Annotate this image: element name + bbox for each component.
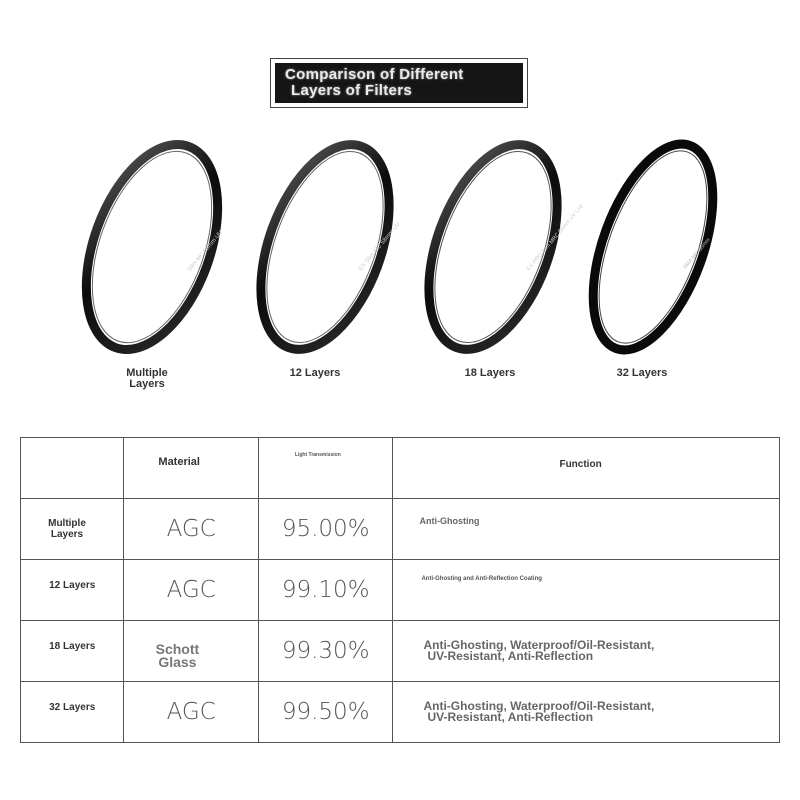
transmission-value: 95.00% (281, 516, 370, 542)
title-banner-inner (275, 63, 523, 103)
transmission-value: 99.50% (281, 699, 370, 725)
function-cell (393, 499, 780, 560)
header-cell-empty (21, 438, 124, 499)
header-cell-function (393, 438, 780, 499)
header-cell-material (124, 438, 259, 499)
title-line-2: Layers of Filters (291, 82, 412, 99)
row-label: 12 Layers (49, 579, 96, 591)
material-cell (124, 682, 259, 743)
filter-label-32-layers: 32 Layers (616, 367, 668, 379)
row-label-cell (21, 682, 124, 743)
table-header-row (21, 438, 780, 499)
function-cell (393, 621, 780, 682)
transmission-value: 99.30% (281, 638, 370, 664)
filter-label-12-layers: 12 Layers (289, 367, 341, 379)
title-banner (270, 58, 528, 108)
function-value: Anti-Ghosting (419, 516, 480, 526)
table-row (21, 682, 780, 743)
function-line-2: UV-Resistant, Anti-Reflection (427, 710, 594, 724)
function-value (423, 701, 654, 723)
row-label: 18 Layers (49, 640, 96, 652)
filter-ring-engraving: SMA MC 58mm (682, 237, 712, 271)
row-label-cell (21, 621, 124, 682)
material-cell (124, 560, 259, 621)
material-value: AGC (166, 699, 216, 725)
filter-label-multiple-layers: Multiple Layers (126, 367, 168, 390)
filter-ring-32-layers (569, 130, 740, 367)
function-value (423, 640, 654, 662)
filter-ring-engraving: Slim MC 58mm UV (186, 229, 225, 273)
function-cell (393, 682, 780, 743)
filter-ring-engraving: EX-PRO Slim MRC 58mm UV L18 (525, 203, 585, 273)
transmission-cell (258, 682, 393, 743)
header-light-transmission: Light Transmission (294, 452, 341, 458)
header-material: Material (158, 456, 200, 468)
filter-label-18-layers: 18 Layers (464, 367, 516, 379)
header-function: Function (559, 459, 602, 470)
filter-rings-illustration (0, 130, 800, 370)
material-value: AGC (166, 516, 216, 542)
material-value: Schott Glass (155, 641, 200, 670)
title-line-1: Comparison of Different (285, 66, 464, 83)
transmission-cell (258, 621, 393, 682)
comparison-table (20, 437, 780, 743)
function-cell (393, 560, 780, 621)
material-cell (124, 499, 259, 560)
row-label-cell (21, 499, 124, 560)
header-cell-transmission (258, 438, 393, 499)
table-row (21, 621, 780, 682)
filter-ring-18-layers (404, 130, 598, 370)
transmission-value: 99.10% (281, 577, 370, 603)
function-line-1: Anti-Ghosting, Waterproof/Oil-Resistant, (423, 699, 655, 713)
table-row (21, 499, 780, 560)
transmission-cell (258, 560, 393, 621)
function-line-2: UV-Resistant, Anti-Reflection (427, 649, 594, 663)
row-label-cell (21, 560, 124, 621)
table-row (21, 560, 780, 621)
function-value: Anti-Ghosting and Anti-Reflection Coating (421, 576, 542, 582)
material-value: AGC (166, 577, 216, 603)
row-label: 32 Layers (49, 701, 96, 713)
material-cell (124, 621, 259, 682)
filter-ring-engraving: EX Slim MC 58mm UV (357, 221, 402, 273)
filter-ring-multiple-layers (61, 130, 248, 369)
filter-ring-12-layers (236, 130, 423, 370)
row-label: Multiple Layers (48, 518, 86, 540)
function-line-1: Anti-Ghosting, Waterproof/Oil-Resistant, (423, 638, 655, 652)
transmission-cell (258, 499, 393, 560)
